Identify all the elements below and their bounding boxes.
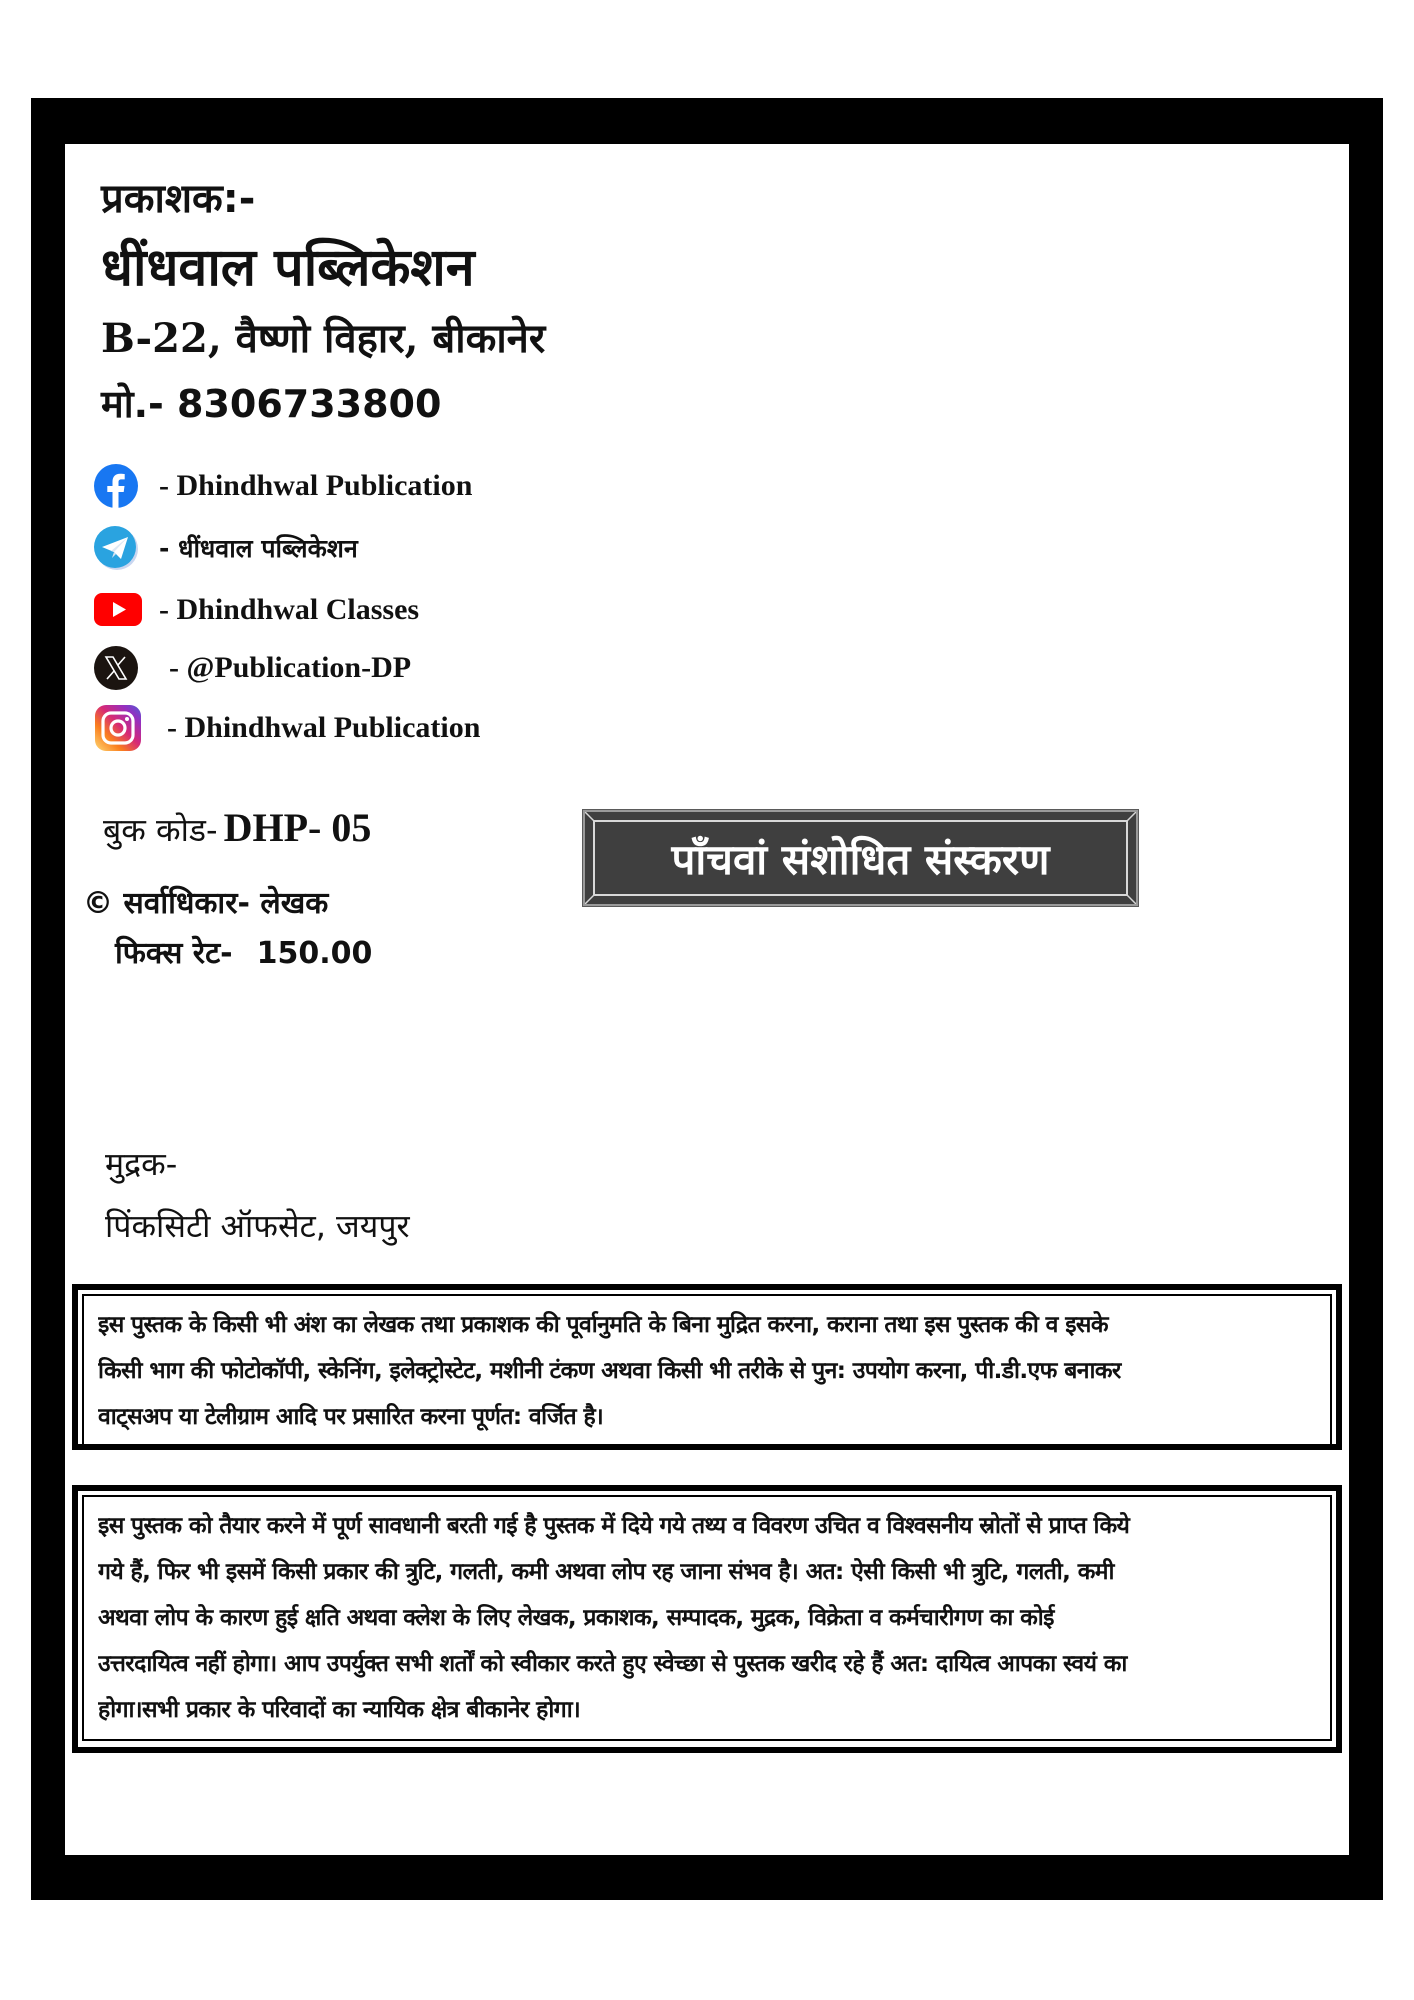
page-content: [65, 144, 1349, 1855]
book-code: [103, 804, 371, 854]
printer-name: पिंकसिटी ऑफसेट, जयपुर: [105, 1207, 410, 1245]
notice-line: इस पुस्तक को तैयार करने में पूर्ण सावधानी बरती गई है पुस्तक में दिये गये तथ्य व विवरण उचित व विश्वसनीय स्रोतों से प्राप्त किये: [98, 1513, 1130, 1539]
x-handle: - @Publication-DP: [169, 651, 412, 684]
copyright-notice-content: [82, 1294, 1332, 1448]
book-code-value: DHP- 05: [223, 805, 372, 850]
publisher-phone: मो.- 8306733800: [101, 382, 442, 426]
facebook-icon: [93, 463, 139, 509]
copyright-line: © सर्वाधिकार- लेखक: [83, 886, 329, 921]
telegram-icon: [93, 525, 139, 571]
notice-line: गये हैं, फिर भी इसमें किसी प्रकार की त्रुटि, गलती, कमी अथवा लोप रह जाना संभव है। अत: ऐसी किसी भी त्रुटि, गलती, कमी: [98, 1559, 1114, 1585]
edition-text: पाँचवां संशोधित संस्करण: [671, 834, 1050, 884]
printer-label: मुद्रक-: [105, 1145, 178, 1183]
facebook-handle: - Dhindhwal Publication: [159, 469, 473, 502]
youtube-handle: - Dhindhwal Classes: [159, 593, 420, 626]
social-item-instagram: [93, 702, 480, 754]
notice-line: होगा।सभी प्रकार के परिवादों का न्यायिक क्षेत्र बीकानेर होगा।: [98, 1697, 581, 1723]
copyright-notice-box: [72, 1284, 1342, 1450]
disclaimer-notice-content: [82, 1495, 1332, 1741]
publisher-label: प्रकाशक:-: [101, 176, 256, 222]
instagram-handle: - Dhindhwal Publication: [167, 711, 481, 744]
disclaimer-notice-box: [72, 1485, 1342, 1753]
social-item-telegram: [93, 522, 358, 574]
notice-line: अथवा लोप के कारण हुई क्षति अथवा क्लेश के लिए लेखक, प्रकाशक, सम्पादक, मुद्रक, विक्रेता व कर्मचारीगण का कोई: [98, 1605, 1054, 1631]
notice-line: इस पुस्तक के किसी भी अंश का लेखक तथा प्रकाशक की पूर्वानुमति के बिना मुद्रित करना, कराना तथा इस पुस्तक की व इसके: [98, 1312, 1108, 1338]
notice-line: उत्तरदायित्व नहीं होगा। आप उपर्युक्त सभी शर्तों को स्वीकार करते हुए स्वेच्छा से पुस्तक खरीद रहे हैं अत: दायित्व आपका स्वयं का: [98, 1651, 1127, 1677]
publisher-name: धींधवाल पब्लिकेशन: [101, 238, 475, 298]
instagram-icon: [93, 703, 143, 753]
price-value: 150.00: [256, 936, 373, 971]
publisher-address: B-22, वैष्णो विहार, बीकानेर: [101, 315, 546, 362]
social-item-facebook: [93, 460, 472, 512]
x-icon: [93, 645, 139, 691]
edition-banner-inner: [593, 820, 1128, 896]
social-item-x: [93, 642, 411, 694]
book-code-label: बुक कोड-: [103, 811, 218, 849]
youtube-icon: [93, 587, 143, 633]
fixed-price: [115, 934, 372, 974]
price-label: फिक्स रेट-: [115, 936, 233, 971]
telegram-handle: - धींधवाल पब्लिकेशन: [159, 534, 358, 563]
edition-banner: [583, 810, 1138, 906]
notice-line: वाट्सअप या टेलीग्राम आदि पर प्रसारित करना पूर्णत: वर्जित है।: [98, 1404, 604, 1430]
notice-line: किसी भाग की फोटोकॉपी, स्केनिंग, इलेक्ट्रोस्टेट, मशीनी टंकण अथवा किसी भी तरीके से पुन: उपयोग करना, पी.डी.एफ बनाकर: [98, 1358, 1121, 1384]
social-item-youtube: [93, 584, 419, 636]
